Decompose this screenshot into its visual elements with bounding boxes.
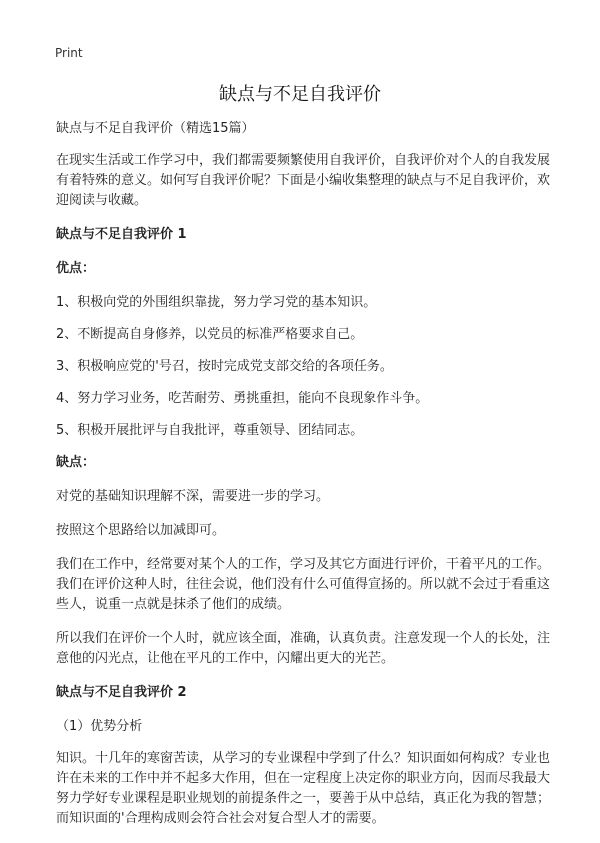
paragraph: 所以我们在评价一个人时，就应该全面，准确，认真负责。注意发现一个人的长处，注意他的闪光点，让他在平凡的工作中，闪耀出更大的光芒。 — [56, 631, 551, 666]
strengths-heading: 优点： — [56, 261, 96, 276]
section-1-heading: 缺点与不足自我评价 1 — [56, 227, 187, 242]
paragraph: 按照这个思路给以加减即可。 — [56, 523, 226, 538]
list-item: 3、积极响应党的'号召，按时完成党支部交给的各项任务。 — [56, 359, 393, 374]
section-2-subheading: （1）优势分析 — [56, 719, 143, 734]
list-item: 5、积极开展批评与自我批评，尊重领导、团结同志。 — [56, 423, 364, 438]
list-item: 2、不断提高自身修养，以党员的标准严格要求自己。 — [56, 327, 364, 342]
weakness-heading: 缺点： — [56, 455, 96, 470]
page-title: 缺点与不足自我评价 — [219, 84, 381, 105]
list-item: 1、积极向党的外围组织靠拢，努力学习党的基本知识。 — [56, 295, 377, 310]
subtitle: 缺点与不足自我评价（精选15篇） — [56, 121, 255, 136]
paragraph: 知识。十几年的寒窗苦读，从学习的专业课程中学到了什么？知识面如何构成？专业也许在未来的工作中并不起多大作用，但在一定程度上决定你的职业方向，因而尽我最大努力学好专业课程是职业规划的前提条件之一，要善于从中总结，真正化为我的智慧；而知识面的'合理构成则会符合社会对复合型人才的需要。 — [56, 751, 551, 826]
document-body — [56, 119, 551, 843]
paragraph: 我们在工作中，经常要对某个人的工作，学习及其它方面进行评价，干着平凡的工作。我们在评价这种人时，往往会说，他们没有什么可值得宣扬的。所以就不会过于看重这些人，说重一点就是抹杀了他们的成绩。 — [56, 557, 551, 612]
list-item: 4、努力学习业务，吃苦耐劳、勇挑重担，能向不良现象作斗争。 — [56, 391, 429, 406]
intro-paragraph: 在现实生活或工作学习中，我们都需要频繁使用自我评价，自我评价对个人的自我发展有着特殊的意义。如何写自我评价呢？下面是小编收集整理的缺点与不足自我评价，欢迎阅读与收藏。 — [56, 153, 551, 208]
print-label: Print — [55, 46, 83, 60]
section-2-heading: 缺点与不足自我评价 2 — [56, 685, 187, 700]
weakness-text: 对党的基础知识理解不深，需要进一步的学习。 — [56, 489, 330, 504]
